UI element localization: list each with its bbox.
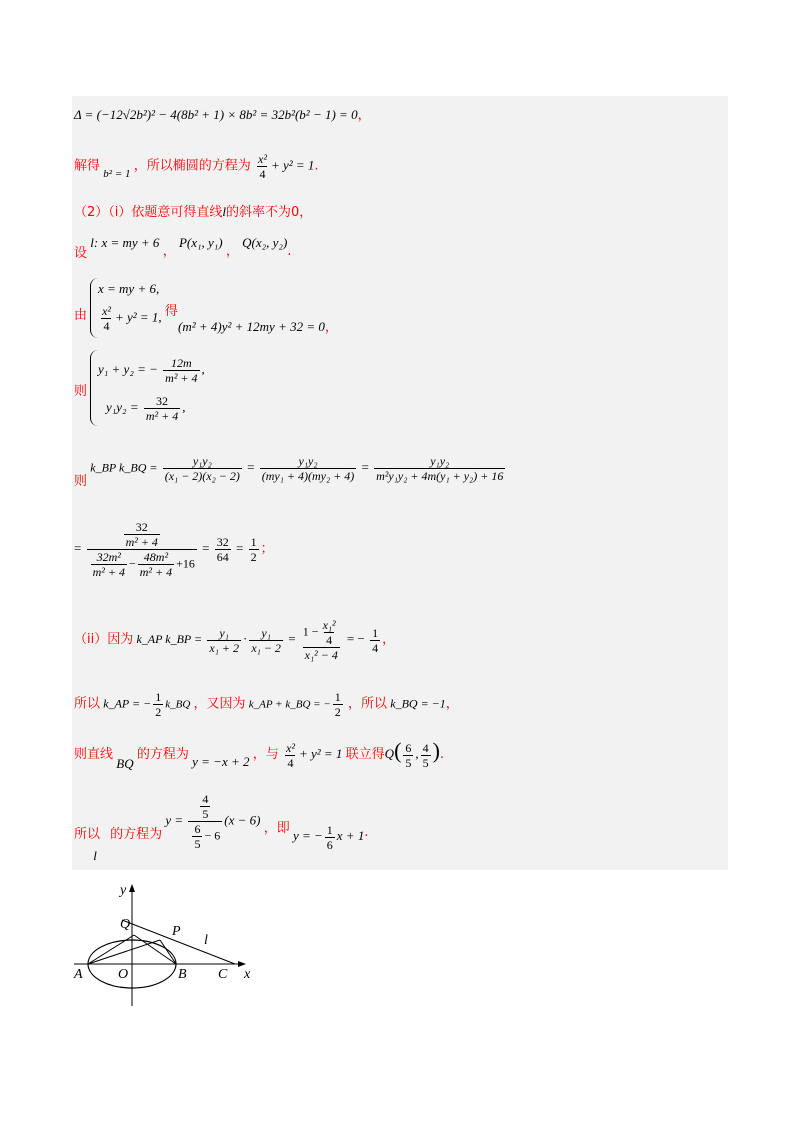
point-label-O: O: [118, 967, 129, 982]
line-vieta: 则: [74, 384, 88, 399]
point-label-P: P: [172, 924, 181, 939]
point-label-A: A: [74, 967, 83, 982]
x-axis-label: x: [244, 967, 251, 982]
line-part2-ii: （ii）因为 k_AP k_BP = $\frac{\text{y₁}}{\text{x₁ + 2}}$ · $\frac{\text{y₁}}{\text{x₁ − 2}}$ = 1 − $\frac{\text{x₁²}}{4}$ x₁² − 4 = − $\frac{1}{4}$ ，: [74, 618, 396, 662]
line-slope-relation: 所以 k_AP = − $\frac{1}{2}$ k_BQ ，又因为 k_AP + k_BQ = − $\frac{1}{2}$ ，所以 k_BQ = −1，: [74, 690, 459, 719]
segment-BP: [160, 940, 176, 964]
system-eq-2: $\frac{\text{x²}}{4}$ + y² = 1, 得: [102, 304, 178, 333]
ellipse-figure: [70, 880, 270, 1010]
fraction: $\frac{\text{x²}}{4}$: [258, 152, 267, 181]
segment-AQ: [88, 935, 134, 964]
vieta-sum: y₁ + y₂ = − $\frac{12m}{\text{m² + 4}}$ ,: [98, 356, 205, 385]
point-label-B: B: [178, 967, 187, 982]
line-ellipse-equation: 解得 $_{b^2 = 1}$ ，所以椭圆的方程为 $\frac{\text{x²}}{4}$ + y² = 1.: [74, 152, 319, 181]
point-label-Q: Q: [120, 917, 131, 932]
point-label-C: C: [218, 967, 228, 982]
line-discriminant: Δ = (−12√2b²)² − 4(8b² + 1) × 8b² = 32b²(b² − 1) = 0，: [74, 107, 371, 123]
quadratic-in-y: (m² + 4)y² + 12my + 32 = 0，: [178, 319, 338, 335]
line-l-equation: 所以 l 的方程为 y = $\frac{4}{5}$ $\frac{6}{5}$ − 6 (x − 6) ，即 y = − $\frac{1}{6}$ x + 1.: [74, 792, 369, 864]
line-bq-equation: 则直线 BQ 的方程为 y = −x + 2 ，与 $\frac{\text{x²}}{4}$ + y² = 1 联立得Q( $\frac{6}{5}$ , $\frac{4}{5}$ ).: [74, 738, 445, 771]
line-slope-result: = $\frac{32}{\text{m² + 4}}$ $\frac{\text{32m²}}{\text{m² + 4}}$ − $\frac{\text{48m²}}{\text{m² + 4}}$ +16 = $\frac{32}{64}$ = $\frac{1}{2}$ ；: [74, 520, 274, 579]
line-setup: 设 l: x = my + 6 ， P(x₁, y₁) ， Q(x₂, y₂).: [74, 235, 292, 261]
segment-AP: [88, 940, 160, 964]
compound-fraction: $\frac{4}{5}$ $\frac{6}{5}$ − 6: [188, 792, 222, 851]
line-label-l: l: [204, 933, 208, 948]
y-axis-arrow: [129, 884, 135, 892]
line-part2-intro: （2）（i）依题意可得直线l的斜率不为0，: [74, 204, 313, 220]
compound-fraction: $\frac{32}{\text{m² + 4}}$ $\frac{\text{32m²}}{\text{m² + 4}}$ − $\frac{\text{48m²}}{\text{m² + 4}}$ +16: [87, 520, 197, 579]
line-system-substitution: 由: [74, 308, 88, 323]
y-axis-label: y: [120, 883, 127, 898]
system-eq-1: x = my + 6,: [98, 281, 160, 296]
discriminant-equation: Δ = (−12√2b²)² − 4(8b² + 1) × 8b² = 32b²(b² − 1) = 0: [74, 107, 358, 122]
segment-BQ: [134, 935, 176, 964]
vieta-product: y₁y₂ = $\frac{32}{\text{m² + 4}}$ ,: [106, 394, 186, 423]
line-slope-product: 则 k_BP k_BQ = $\frac{\text{y₁y₂}}{\text{(x₁ − 2)(x₂ − 2)}}$ = $\frac{\text{y₁y₂}}{\text{(my₁ + 4)(my₂ + 4)}}$ = $\frac{\text{y₁y₂}}{\text{m²y₁y₂ + 4m(y₁ + y₂) + 16}}$: [74, 454, 504, 490]
